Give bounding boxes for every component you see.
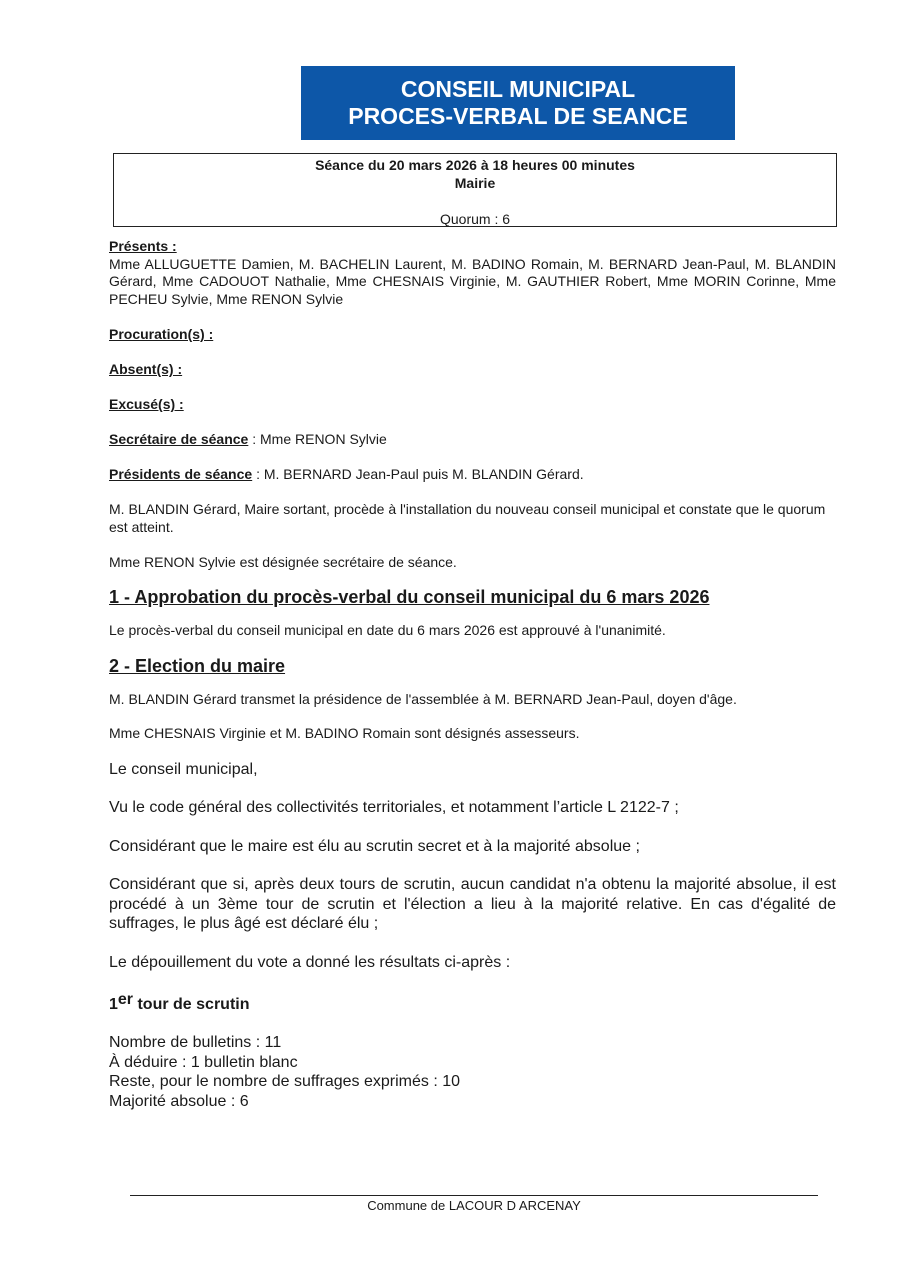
presidents-line <box>109 466 836 484</box>
section-2-heading: 2 - Election du maire <box>109 655 286 676</box>
presents-list: Mme ALLUGUETTE Damien, M. BACHELIN Laurent, M. BADINO Romain, M. BERNARD Jean-Paul, M. BLANDIN Gérard, Mme CADOUOT Nathalie, Mme CHESNAIS Virginie, M. GAUTHIER Robert, Mme MORIN Corinne, Mme PECHEU Sylvie, Mme RENON Sylvie <box>109 255 836 307</box>
procurations-label: Procuration(s) : <box>109 326 214 342</box>
secretaire-line <box>109 431 836 449</box>
session-quorum: Quorum : 6 <box>439 211 511 227</box>
results-list <box>109 1033 836 1111</box>
section-1-text: Le procès-verbal du conseil municipal en date du 6 mars 2026 est approuvé à l'unanimité. <box>109 622 666 638</box>
document-body <box>109 238 836 1111</box>
section-2-paragraph-4: Vu le code général des collectivités territoriales, et notamment l’article L 2122-7 ; <box>109 799 679 816</box>
result-line: Majorité absolue : 6 <box>109 1092 249 1110</box>
tour-heading <box>109 991 836 1016</box>
secretaire-value: : Mme RENON Sylvie <box>248 431 387 447</box>
footer-divider <box>130 1195 818 1196</box>
excuses-label: Excusé(s) : <box>109 396 184 412</box>
footer-text: Commune de LACOUR D ARCENAY <box>367 1198 581 1213</box>
session-date: Séance du 20 mars 2026 à 18 heures 00 minutes <box>315 157 635 173</box>
presidents-value: : M. BERNARD Jean-Paul puis M. BLANDIN Gérard. <box>252 466 584 482</box>
section-1-heading: 1 - Approbation du procès-verbal du conseil municipal du 6 mars 2026 <box>109 587 710 607</box>
installation-paragraph: M. BLANDIN Gérard, Maire sortant, procède à l'installation du nouveau conseil municipal et constate que le quorum est atteint. <box>109 501 826 535</box>
title-line-1: CONSEIL MUNICIPAL <box>400 76 636 102</box>
presidents-label: Présidents de séance <box>109 466 253 482</box>
session-location: Mairie <box>454 175 496 191</box>
section-2-paragraph-6: Considérant que si, après deux tours de scrutin, aucun candidat n'a obtenu la majorité absolue, il est procédé à un 3ème tour de scrutin et l'élection a lieu à la majorité relative. En cas d'égalité de suffrages, le plus âgé est déclaré élu ; <box>109 876 836 932</box>
secretary-paragraph: Mme RENON Sylvie est désignée secrétaire de séance. <box>109 553 457 570</box>
result-line: À déduire : 1 bulletin blanc <box>109 1053 298 1071</box>
session-info-box <box>113 153 837 227</box>
result-line: Reste, pour le nombre de suffrages exprimés : 10 <box>109 1073 460 1090</box>
section-2-paragraph-1: M. BLANDIN Gérard transmet la présidence de l'assemblée à M. BERNARD Jean-Paul, doyen d'âge. <box>109 690 737 707</box>
section-2-paragraph-3: Le conseil municipal, <box>109 760 258 778</box>
result-line: Nombre de bulletins : 11 <box>109 1034 282 1051</box>
tour-label: tour de scrutin <box>133 996 250 1013</box>
tour-number: 1 <box>109 996 118 1013</box>
secretaire-label: Secrétaire de séance <box>109 431 249 447</box>
section-2-paragraph-5: Considérant que le maire est élu au scrutin secret et à la majorité absolue ; <box>109 837 640 855</box>
section-2-paragraph-2: Mme CHESNAIS Virginie et M. BADINO Romain sont désignés assesseurs. <box>109 725 580 741</box>
absents-label: Absent(s) : <box>109 361 183 377</box>
title-line-2: PROCES-VERBAL DE SEANCE <box>348 103 688 129</box>
section-2-paragraph-7: Le dépouillement du vote a donné les résultats ci-après : <box>109 953 511 971</box>
document-title-banner <box>301 66 735 140</box>
tour-superscript: er <box>117 991 134 1008</box>
presents-label: Présents : <box>109 238 177 254</box>
